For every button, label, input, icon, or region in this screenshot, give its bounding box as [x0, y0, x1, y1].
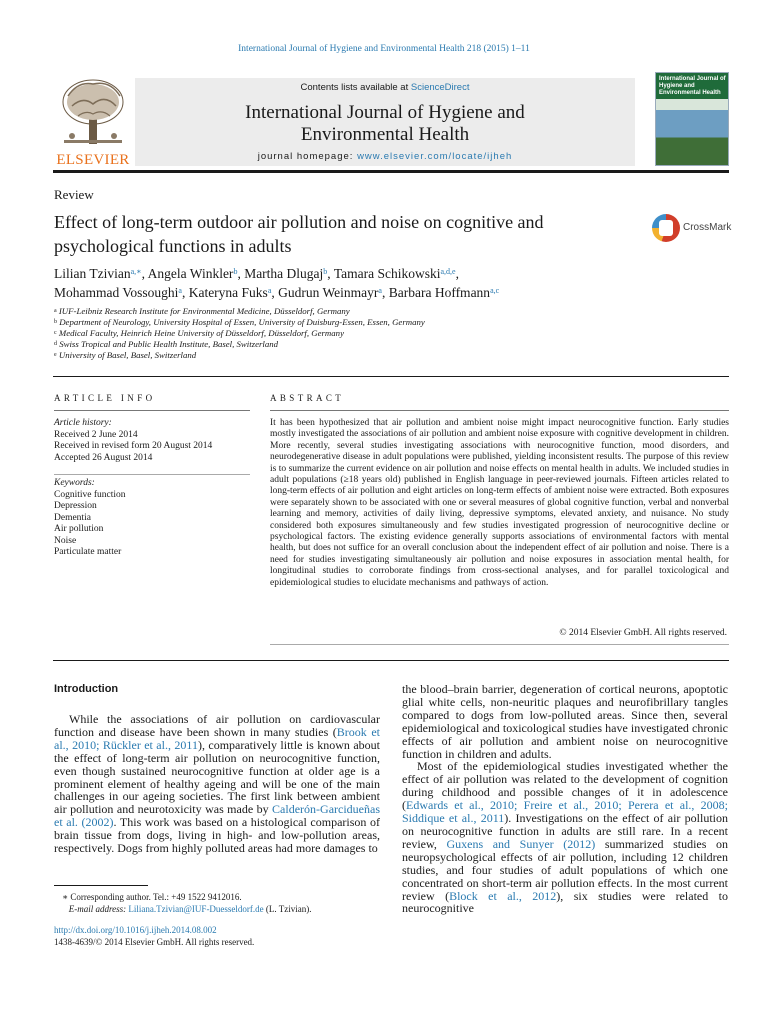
body-column-left — [54, 713, 380, 855]
history-heading: Article history: — [54, 418, 112, 428]
journal-title-line-2: Environmental Health — [300, 124, 470, 145]
cover-title: International Journal of Hygiene and Environmental Health — [659, 76, 726, 96]
keyword: Dementia — [54, 512, 91, 523]
footnote-rule — [54, 885, 148, 886]
author[interactable]: Lilian Tzivian$^{a,∗}$ — [54, 266, 142, 281]
affiliation: $^a$ IUF-Leibniz Research Institute for Environmental Medicine, Düsseldorf, Germany — [54, 306, 350, 316]
author[interactable]: Martha Dlugaj$^b$ — [244, 266, 328, 281]
contents-prefix: Contents lists available at — [300, 82, 411, 93]
history-item: Received in revised form 20 August 2014 — [54, 441, 213, 451]
author[interactable]: Gudrun Weinmayr$^a$ — [278, 285, 382, 300]
paragraph: Most of the epidemiological studies investigated whether the effect of air pollution was related to the development of cognition during childhood and possible changes of it in adolescence (Edwards et al., 2010; Freire et al., 2010; Perera et al., 2008; Siddique et al., 2011). Investigations on the effect of air pollution on neurocognitive function in adults are still rare. In a recent review, Guxens and Sunyer (2012) summarized studies on neuropsychological effects of air pollution, including 12 children studies, and four studies of adult populations of which one concentrated on short-term air pollution effects. In the most current review (Block et al., 2012), six studies were related to neurocognitive — [402, 759, 728, 916]
history-item: Received 2 June 2014 — [54, 429, 138, 440]
running-header[interactable]: International Journal of Hygiene and Environmental Health 218 (2015) 1–11 — [238, 44, 530, 54]
publisher-name: ELSEVIER — [56, 152, 130, 168]
article-history — [54, 418, 250, 464]
section-rule — [53, 376, 729, 377]
author[interactable]: Mohammad Vossoughi$^a$ — [54, 285, 182, 300]
section-rule — [53, 660, 729, 661]
author-list: Lilian Tzivian$^{a,∗}$, Angela Winkler$^b$, Martha Dlugaj$^b$, Tamara Schikowski$^{a,d,e}$, Mohammad Vossoughi$^a$, Kateryna Fuks$^a$, Gudrun Weinmayr$^a$, Barbara Hoffmann$^{a,c}$ — [54, 266, 500, 300]
paragraph: the blood–brain barrier, degeneration of cortical neurons, apoptotic glial white cells, non-neuritic plaques and neurofibrillary tangles compared to dogs from low-polluted areas. Since then, several epidemiological and toxicological studies have investigated chronic effects of air pollution and ambient noise on neurocognitive function in children and adults. — [402, 682, 728, 761]
citation-link[interactable]: Guxens and Sunyer (2012) — [446, 836, 596, 851]
citation-link[interactable]: Calderón-Garcidueñas et al. (2002) — [54, 802, 380, 830]
corresponding-author-note: ∗ Corresponding author. Tel.: +49 1522 9412016. — [62, 892, 242, 902]
affiliation: $^d$ Swiss Tropical and Public Health Institute, Basel, Switzerland — [54, 339, 279, 349]
keyword: Particulate matter — [54, 547, 122, 557]
abstract-heading: ABSTRACT — [270, 393, 345, 403]
divider — [54, 410, 250, 411]
citation-link[interactable]: Block et al., 2012 — [449, 888, 557, 903]
elsevier-logo[interactable] — [53, 76, 133, 166]
abstract-text: It has been hypothesized that air pollution and ambient noise might impact neurocognitive function. Early studies mostly investigated the associations of air pollution and ambient noise exposure with cognitive development in children. More recently, several studies investigating associations with neurocognitive function, mood disorders, and neurodegenerative disease in adult populations were published, yielding inconsistent results. The purpose of this review is to summarize the current evidence on air pollution and noise effects on mental health in adults. We included studies in adult populations (≥18 years old) published in English language in peer-reviewed journals. Fifteen articles related to long-term effects of air pollution and eight articles on long-term effects of ambient noise were extracted. Both exposures were separately shown to be associated with one or several measures of global cognitive function, verbal and nonverbal learning and memory, activities of daily living, depressive symptoms, elevated anxiety, and nuisance. No study considered both exposures simultaneously and few studies investigated progression of neurocognitive decline or psychological factors. The existing evidence generally supports associations of environmental factors with mental health, but does not suffice for an overall conclusion about the independent effect of air pollution and noise. There is a need for studies investigating simultaneously air pollution and noise exposures in association mental health, for longitudinal studies to corroborate findings from cross-sectional analyses, and for parallel toxicological and epidemiological studies to elucidate mechanisms and pathways of action. — [270, 418, 729, 588]
journal-masthead — [53, 68, 729, 166]
citation-link[interactable]: Edwards et al., 2010; Freire et al., 2010; Perera et al., 2008; Siddique et al., 2011 — [402, 798, 728, 826]
author[interactable]: Angela Winkler$^b$ — [147, 266, 238, 281]
keyword: Cognitive function — [54, 489, 126, 500]
journal-info-box — [135, 78, 635, 166]
article-info-heading: ARTICLE INFO — [54, 393, 156, 403]
divider — [54, 474, 250, 475]
sciencedirect-link[interactable]: ScienceDirect — [410, 82, 470, 93]
email-link[interactable]: Liliana.Tzivian@IUF-Duesseldorf.de — [128, 903, 264, 914]
author[interactable]: Kateryna Fuks$^a$ — [188, 285, 272, 300]
affiliation-list — [54, 306, 734, 361]
citation-link[interactable]: Brook et al., 2010; Rückler et al., 2011 — [54, 724, 380, 752]
paragraph: While the associations of air pollution on cardiovascular function and disease have been shown in many studies (Brook et al., 2010; Rückler et al., 2011), comparatively little is known about the effect of long-term air pollution on neurocognitive function, even though sustained neurocognitive function at older age is a prominent element of healthy ageing and will be one of the main challenges in our ageing societies. The first link between ambient air pollution and neurotoxicity was made by Calderón-Garcidueñas et al. (2002). This work was based on a histological comparison of brain tissue from dogs, living in high- and low-pollution areas, respectively. Dogs from highly polluted areas had more damages to — [54, 712, 380, 856]
masthead-rule — [53, 170, 729, 173]
keyword: Noise — [54, 535, 77, 546]
homepage-link[interactable]: www.elsevier.com/locate/ijheh — [357, 151, 513, 162]
divider — [270, 410, 729, 411]
doi-block — [54, 925, 384, 948]
issn-copyright: 1438-4639/© 2014 Elsevier GmbH. All rights reserved. — [54, 936, 255, 947]
journal-title — [135, 102, 635, 146]
email-note: E-mail address: Liliana.Tzivian@IUF-Duesseldorf.de (L. Tzivian). — [68, 903, 312, 914]
divider — [270, 644, 729, 645]
history-item: Accepted 26 August 2014 — [54, 452, 153, 463]
doi-link[interactable]: http://dx.doi.org/10.1016/j.ijheh.2014.08.002 — [54, 925, 217, 935]
introduction-heading: Introduction — [54, 683, 119, 695]
keyword: Air pollution — [54, 524, 104, 534]
homepage-prefix: journal homepage: — [257, 151, 358, 162]
affiliation: $^e$ University of Basel, Basel, Switzerland — [54, 350, 197, 360]
keyword: Depression — [54, 501, 97, 511]
article-title: Effect of long-term outdoor air pollution and noise on cognitive and psychological functions in adults — [54, 212, 544, 256]
crossmark-label: CrossMark — [683, 222, 732, 233]
keywords-heading: Keywords: — [54, 478, 95, 488]
journal-cover-image[interactable] — [655, 72, 729, 166]
footnotes — [62, 892, 380, 915]
article-type: Review — [54, 187, 94, 202]
affiliation: $^b$ Department of Neurology, University Hospital of Essen, University of Duisburg-Essen, Essen, Germany — [54, 317, 425, 327]
body-column-right — [402, 683, 728, 915]
author[interactable]: Tamara Schikowski$^{a,d,e}$ — [333, 266, 456, 281]
abstract-copyright: © 2014 Elsevier GmbH. All rights reserved. — [559, 628, 727, 638]
crossmark-icon — [652, 214, 680, 242]
keywords — [54, 478, 250, 559]
journal-homepage-line — [135, 151, 635, 162]
elsevier-tree-icon — [58, 76, 128, 148]
affiliation: $^c$ Medical Faculty, Heinrich Heine University of Düsseldorf, Düsseldorf, Germany — [54, 328, 344, 338]
journal-title-line-1: International Journal of Hygiene and — [245, 102, 525, 123]
author[interactable]: Barbara Hoffmann$^{a,c}$ — [388, 285, 500, 300]
crossmark-button[interactable] — [652, 214, 732, 244]
contents-line — [135, 82, 635, 93]
